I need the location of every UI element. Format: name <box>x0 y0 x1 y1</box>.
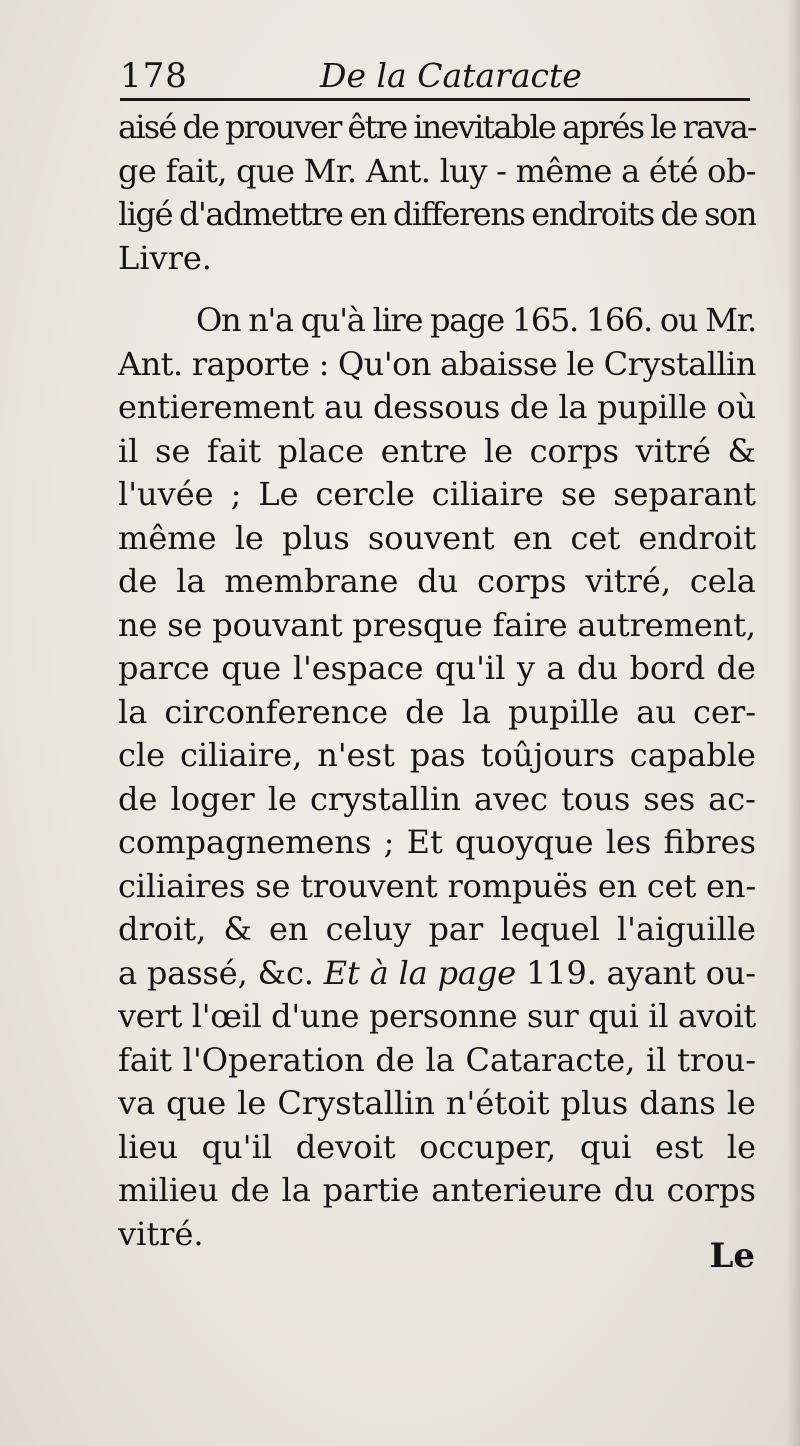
paragraph-2 <box>118 299 756 1256</box>
text-line: cle ciliaire, n'est pas toûjours capable <box>118 736 756 774</box>
text-line: On n'a qu'à lire page 165. 166. ou Mr. <box>196 301 756 339</box>
header-rule <box>120 98 750 101</box>
text-line: entierement au dessous de la pupille où <box>118 388 756 426</box>
text-line: ciliaires se trouvent rompuës en cet en- <box>118 866 756 905</box>
text-segment: a passé, &c. <box>118 953 324 992</box>
text-line: ge fait, que Mr. Ant. luy - même a été ob- <box>118 151 756 190</box>
text-line: droit, & en celuy par lequel l'aiguille <box>118 910 756 948</box>
page-edge-shadow <box>786 0 800 1446</box>
text-line: de la membrane du corps vitré, cela <box>118 562 756 600</box>
paragraph-gap <box>118 280 756 299</box>
text-line: même le plus souvent en cet endroit <box>118 518 756 557</box>
catchword: Le <box>709 1236 755 1276</box>
page-number: 178 <box>120 56 188 96</box>
italic-reference: Et à la page <box>323 953 517 992</box>
text-line: l'uvée ; Le cercle ciliaire se separant <box>118 475 756 513</box>
paragraph-1 <box>118 106 756 280</box>
text-line: vert l'œil d'une personne sur qui il avoit <box>118 997 756 1035</box>
running-title: De la Cataracte <box>320 56 582 95</box>
body-text <box>118 106 756 1256</box>
text-line: lieu qu'il devoit occuper, qui est le <box>118 1127 756 1166</box>
text-line: la circonference de la pupille au cer- <box>118 692 756 731</box>
text-line: fait l'Operation de la Cataracte, il trou- <box>118 1040 756 1079</box>
text-line: compagnemens ; Et quoyque les fibres <box>118 823 756 861</box>
text-line: Livre. <box>118 238 212 277</box>
text-line: de loger le crystallin avec tous ses ac- <box>118 779 756 818</box>
text-line: ne se pouvant presque faire autrement, <box>118 605 756 644</box>
text-line: va que le Crystallin n'étoit plus dans le <box>118 1084 756 1122</box>
text-line: milieu de la partie anterieure du corps <box>118 1171 756 1209</box>
text-line: ligé d'admettre en differens endroits de son <box>118 195 756 233</box>
text-line-with-italic <box>118 952 756 996</box>
text-line: aisé de prouver être inevitable aprés le rava- <box>118 108 756 146</box>
text-line: parce que l'espace qu'il y a du bord de <box>118 649 756 687</box>
text-line: vitré. <box>118 1214 204 1253</box>
text-segment: 119. ayant ou- <box>516 953 756 992</box>
text-line: il se fait place entre le corps vitré & <box>118 431 756 470</box>
text-line: Ant. raporte : Qu'on abaisse le Crystallin <box>118 344 756 383</box>
page-header <box>120 50 750 100</box>
